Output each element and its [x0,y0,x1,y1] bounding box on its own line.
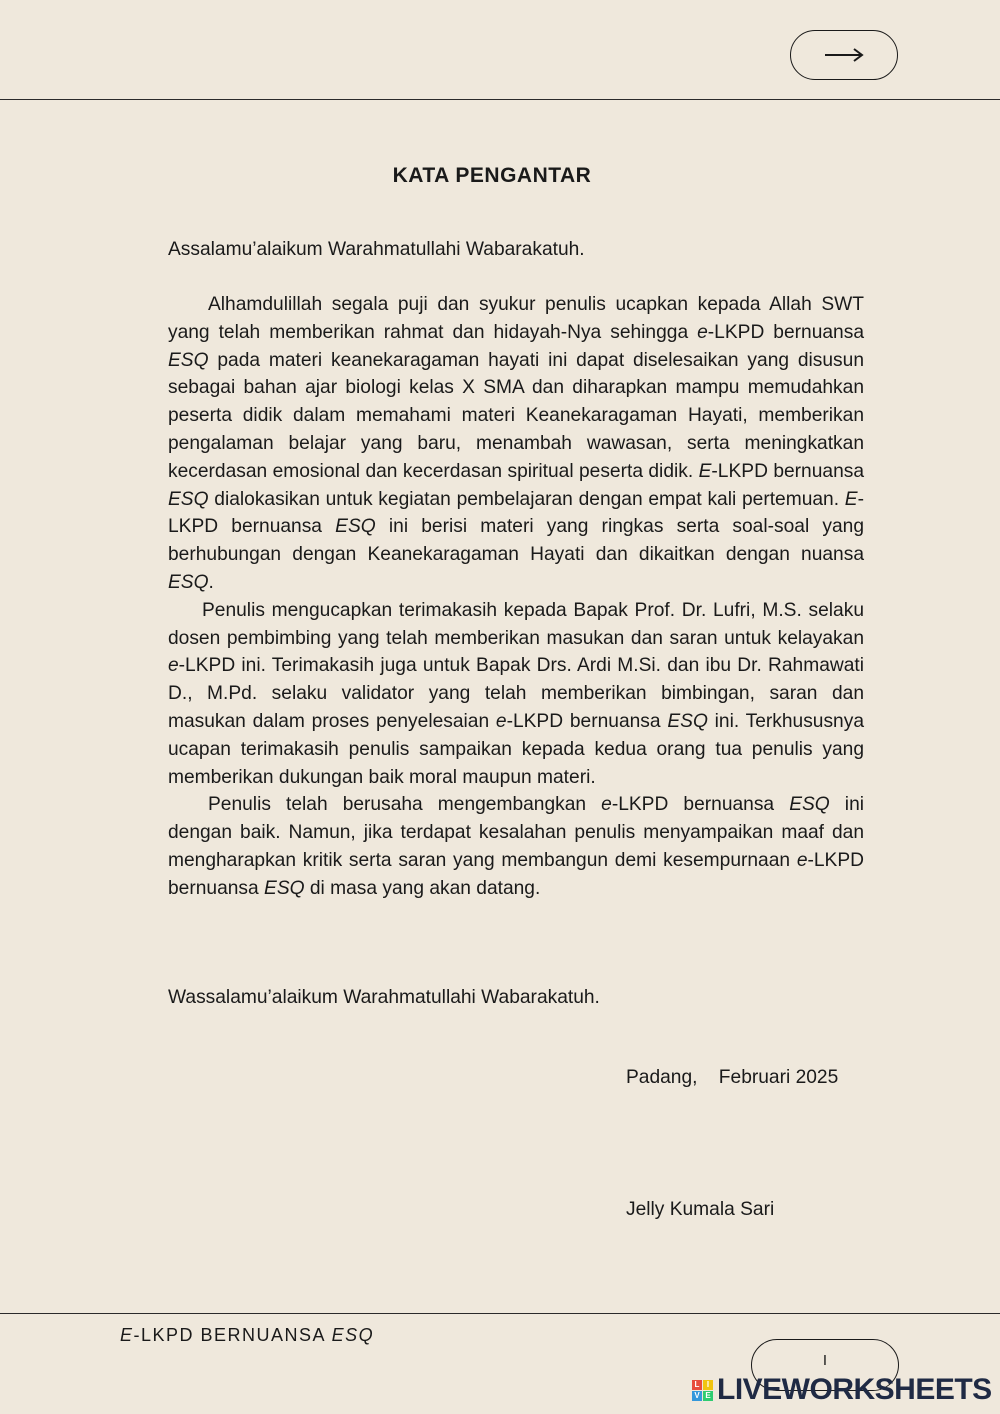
text-run: e [168,655,179,677]
paragraph-2 [168,597,864,792]
text-run: e [697,321,708,343]
next-page-button[interactable] [790,30,898,80]
text-run: Penulis telah berusaha mengembangkan [208,794,602,816]
text-run: ini berisi materi yang ringkas serta soal-soal yang berhubungan dengan Keanekaragaman Hayati dan dikaitkan dengan nuansa [168,516,864,566]
text-run: E [698,460,712,482]
paragraph-3 [168,791,864,902]
text-run: pada materi keanekaragaman hayati ini dapat diselesaikan yang disusun sebagai bahan ajar biologi kelas X SMA dan diharapkan mampu memudahkan peserta didik dalam memahami materi Keanekaragaman Hayati, memberikan pengalaman belajar yang baru, menambah wawasan, serta meningkatkan kecerdasan emosional dan kecerdasan spiritual peserta didik. [168,349,864,482]
preface-body [168,291,864,903]
text-run: ESQ [667,710,708,732]
text-run: di masa yang akan datang. [304,877,541,899]
logo-letter: V [692,1391,702,1401]
text-run: -LKPD bernuansa [711,460,865,482]
liveworksheets-logo-icon [692,1380,713,1401]
text-run: ESQ [335,516,376,538]
text-run: Penulis mengucapkan terimakasih kepada Bapak Prof. Dr. Lufri, M.S. selaku dosen pembimbing yang telah memberikan masukan dan saran untuk kelayakan [168,599,864,649]
text-run: -LKPD bernuansa [611,794,790,816]
text-run: ESQ [168,349,209,371]
text-run: Alhamdulillah segala puji dan syukur penulis ucapkan kepada Allah SWT yang telah memberikan rahmat dan hidayah-Nya sehingga [168,294,864,343]
logo-letter: L [692,1380,702,1390]
text-run: ini dengan baik. Namun, jika terdapat kesalahan penulis menyampaikan maaf dan mengharapkan kritik serta saran yang membangun demi kesempurnaan [168,794,864,871]
text-run: ESQ [264,877,305,899]
footer-title [120,1325,374,1346]
text-run: -LKPD ini. Terimakasih juga untuk Bapak Drs. Ardi M.Si. dan ibu Dr. Rahmawati D., M.Pd. selaku validator yang telah memberikan bimbingan, saran dan masukan dalam proses penyelesaian [168,655,864,732]
text-run: e [495,710,507,732]
text-run: ini. Terkhususnya ucapan terimakasih penulis sampaikan kepada kedua orang tua penulis yang memberikan dukungan baik moral maupun materi. [168,710,864,788]
place-date: Padang, Februari 2025 [626,1067,839,1088]
text-run: ESQ [789,794,830,816]
text-run: ESQ [331,1325,375,1345]
text-run: e [601,794,612,816]
text-run: E [844,488,858,510]
text-run: e [796,849,808,871]
text-run: ESQ [168,571,209,593]
author-name: Jelly Kumala Sari [626,1199,775,1220]
logo-letter: I [703,1380,713,1390]
paragraph-1 [168,291,864,597]
text-run: E [120,1325,134,1345]
closing-greeting: Wassalamu’alaikum Warahmatullahi Wabarakatuh. [168,987,600,1008]
text-run: -LKPD bernuansa [168,488,864,538]
header-divider [0,99,1000,100]
text-run: dialokasikan untuk kegiatan pembelajaran dengan empat kali pertemuan. [208,488,845,510]
arrow-right-icon [824,48,864,62]
text-run: ESQ [168,488,209,510]
opening-greeting: Assalamu’alaikum Warahmatullahi Wabarakatuh. [168,239,585,260]
footer-divider [0,1313,1000,1314]
page-number: I [822,1352,828,1369]
text-run: -LKPD bernuansa [707,321,864,343]
text-run: -LKPD bernuansa [168,849,864,899]
logo-letter: E [703,1391,713,1401]
watermark-text: LIVEWORKSHEETS [717,1373,992,1406]
text-run: -LKPD BERNUANSA [133,1325,332,1345]
page-title: KATA PENGANTAR [392,164,592,187]
text-run: . [208,571,214,593]
text-run: -LKPD bernuansa [506,710,668,732]
liveworksheets-watermark [692,1374,992,1406]
